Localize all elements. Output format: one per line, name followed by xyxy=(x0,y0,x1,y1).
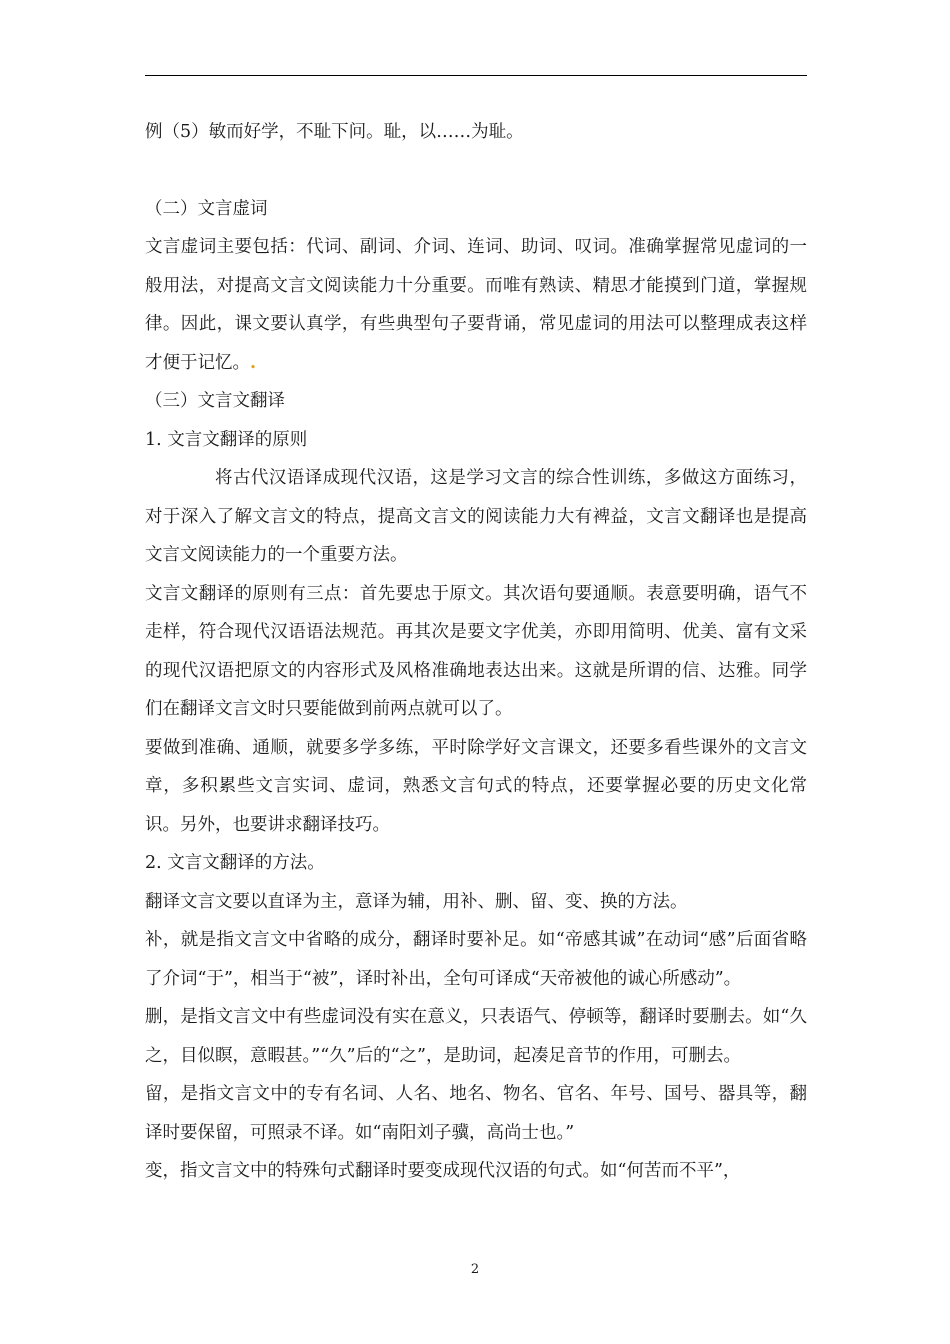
principles-paragraph-1: 将古代汉语译成现代汉语，这是学习文言的综合性训练，多做这方面练习，对于深入了解文言文的特点，提高文言文的阅读能力大有裨益，文言文翻译也是提高文言文阅读能力的一个重要方法。 xyxy=(145,468,807,565)
method-retain: 留，是指文言文中的专有名词、人名、地名、物名、官名、年号、国号、器具等，翻译时要保留，可照录不译。如“南阳刘子骥，高尚士也。” xyxy=(145,1084,807,1143)
example-5: 例（5）敏而好学，不耻下问。耻，以……为耻。 xyxy=(145,122,524,142)
section-2-body xyxy=(145,228,807,382)
header-rule xyxy=(145,75,807,76)
methods-heading: 2. 文言文翻译的方法。 xyxy=(145,853,325,873)
section-3-heading: （三）文言文翻译 xyxy=(145,391,285,411)
blank-line xyxy=(145,152,807,190)
document-body xyxy=(145,113,807,1191)
principles-paragraph-2: 文言文翻译的原则有三点：首先要忠于原文。其次语句要通顺。表意要明确，语气不走样，符合现代汉语语法规范。再其次是要文字优美，亦即用简明、优美、富有文采的现代汉语把原文的内容形式及风格准确地表达出来。这就是所谓的信、达雅。同学们在翻译文言文时只要能做到前两点就可以了。 xyxy=(145,583,807,719)
section-2-body-text: 文言虚词主要包括：代词、副词、介词、连词、助词、叹词。准确掌握常见虚词的一般用法，对提高文言文阅读能力十分重要。而唯有熟读、精思才能摸到门道，掌握规律。因此，课文要认真学，有些典型句子要背诵，常见虚词的用法可以整理成表这样才便于记忆。 xyxy=(145,237,807,373)
method-supplement: 补，就是指文言文中省略的成分，翻译时要补足。如“帝感其诚”在动词“感”后面省略了介词“于”，相当于“被”，译时补出，全句可译成“天帝被他的诚心所感动”。 xyxy=(145,930,807,989)
methods-intro: 翻译文言文要以直译为主，意译为辅，用补、删、留、变、换的方法。 xyxy=(145,891,688,912)
method-delete: 删，是指文言文中有些虚词没有实在意义，只表语气、停顿等，翻译时要删去。如“久之，目似瞑，意暇甚。”“久”后的“之”，是助词，起凑足音节的作用，可删去。 xyxy=(145,1007,807,1066)
principles-heading: 1. 文言文翻译的原则 xyxy=(145,429,308,450)
principles-paragraph-3: 要做到准确、通顺，就要多学多练，平时除学好文言课文，还要多看些课外的文言文章，多积累些文言实词、虚词，熟悉文言句式的特点，还要掌握必要的历史文化常识。另外，也要讲求翻译技巧。 xyxy=(145,737,807,835)
page-number: 2 xyxy=(470,1262,480,1277)
highlight-mark: . xyxy=(250,352,257,373)
section-2-heading: （二）文言虚词 xyxy=(145,198,268,219)
method-change: 变，指文言文中的特殊句式翻译时要变成现代汉语的句式。如“何苦而不平”， xyxy=(145,1161,741,1181)
